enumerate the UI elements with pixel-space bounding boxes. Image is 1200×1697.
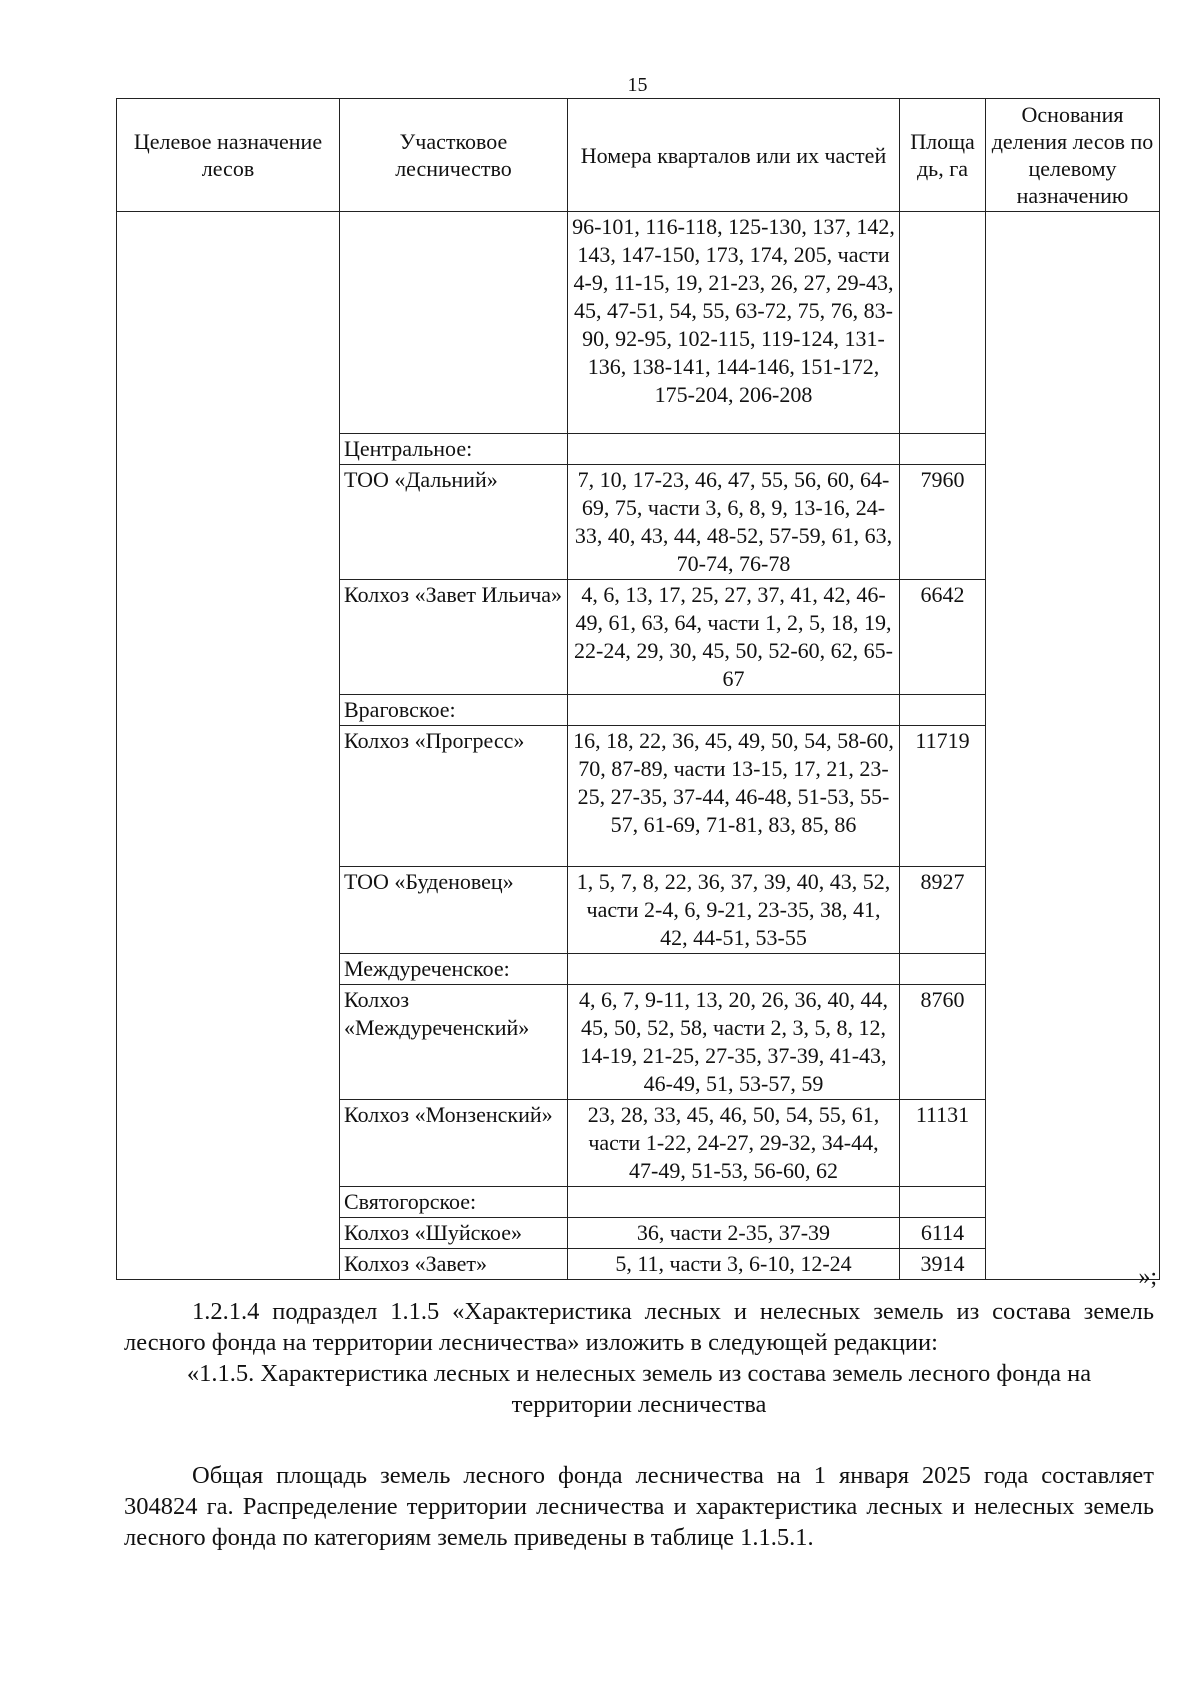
body-paragraph: Общая площадь земель лесного фонда лесничества на 1 января 2025 года составляет 304824 га. Распределение территории лесничества и характеристика лесных и нелесных земель лесного фонда по категориям земель приведены в таблице 1.1.5.1.	[124, 1462, 1154, 1551]
area-cell: 8927	[900, 867, 986, 954]
area-cell	[900, 434, 986, 465]
area-cell	[900, 1187, 986, 1218]
district-cell: ТОО «Буденовец»	[340, 867, 568, 954]
quarters-cell: 4, 6, 13, 17, 25, 27, 37, 41, 42, 46-49, 61, 63, 64, части 1, 2, 5, 18, 19, 22-24, 29, 30, 45, 50, 52-60, 62, 65-67	[568, 580, 900, 695]
header-basis: Основания деления лесов по целевому назначению	[986, 99, 1160, 212]
quarters-cell: 36, части 2-35, 37-39	[568, 1218, 900, 1249]
quarters-cell: 5, 11, части 3, 6-10, 12-24	[568, 1249, 900, 1280]
district-cell: Междуреченское:	[340, 954, 568, 985]
quarters-cell: 23, 28, 33, 45, 46, 50, 54, 55, 61, части 1-22, 24-27, 29-32, 34-44, 47-49, 51-53, 56-60, 62	[568, 1100, 900, 1187]
area-cell: 6114	[900, 1218, 986, 1249]
district-cell: Колхоз «Завет»	[340, 1249, 568, 1280]
section-heading: «1.1.5. Характеристика лесных и нелесных земель из состава земель лесного фонда на территории лесничества	[186, 1360, 1092, 1418]
district-cell: Колхоз «Прогресс»	[340, 726, 568, 867]
closing-quote: »;	[1138, 1264, 1157, 1290]
area-cell: 6642	[900, 580, 986, 695]
quarters-cell: 1, 5, 7, 8, 22, 36, 37, 39, 40, 43, 52, части 2-4, 6, 9-21, 23-35, 38, 41, 42, 44-51, 53-55	[568, 867, 900, 954]
header-district: Участковое лесничество	[340, 99, 568, 212]
basis-cell	[986, 212, 1160, 1280]
district-cell	[340, 212, 568, 434]
quarters-cell: 4, 6, 7, 9-11, 13, 20, 26, 36, 40, 44, 45, 50, 52, 58, части 2, 3, 5, 8, 12, 14-19, 21-25, 27-35, 37-39, 41-43, 46-49, 51, 53-57, 59	[568, 985, 900, 1100]
area-cell	[900, 695, 986, 726]
quarters-cell: 96-101, 116-118, 125-130, 137, 142, 143, 147-150, 173, 174, 205, части 4-9, 11-15, 19, 21-23, 26, 27, 29-43, 45, 47-51, 54, 55, 63-72, 75, 76, 83-90, 92-95, 102-115, 119-124, 131-136, 138-141, 144-146, 151-172, 175-204, 206-208	[568, 212, 900, 434]
quarters-cell	[568, 434, 900, 465]
forest-purpose-table	[116, 98, 1160, 1280]
header-area: Площа дь, га	[900, 99, 986, 212]
district-cell: Колхоз «Монзенский»	[340, 1100, 568, 1187]
district-cell: Святогорское:	[340, 1187, 568, 1218]
quarters-cell	[568, 695, 900, 726]
area-cell: 11131	[900, 1100, 986, 1187]
page-number: 15	[627, 74, 648, 96]
header-purpose: Целевое назначение лесов	[117, 99, 340, 212]
district-cell: ТОО «Дальний»	[340, 465, 568, 580]
quarters-cell	[568, 1187, 900, 1218]
area-cell: 3914	[900, 1249, 986, 1280]
district-cell: Колхоз «Завет Ильича»	[340, 580, 568, 695]
quarters-cell	[568, 954, 900, 985]
area-cell	[900, 212, 986, 434]
quarters-cell: 16, 18, 22, 36, 45, 49, 50, 54, 58-60, 70, 87-89, части 13-15, 17, 21, 23-25, 27-35, 37-44, 46-48, 51-53, 55-57, 61-69, 71-81, 83, 85, 86	[568, 726, 900, 867]
area-cell: 8760	[900, 985, 986, 1100]
purpose-cell	[117, 212, 340, 1280]
district-cell: Враговское:	[340, 695, 568, 726]
header-quarters: Номера кварталов или их частей	[568, 99, 900, 212]
district-cell: Колхоз «Междуреченский»	[340, 985, 568, 1100]
area-cell: 7960	[900, 465, 986, 580]
area-cell: 11719	[900, 726, 986, 867]
table-body	[117, 212, 1160, 1280]
district-cell: Центральное:	[340, 434, 568, 465]
table-row	[117, 212, 1160, 434]
quarters-cell: 7, 10, 17-23, 46, 47, 55, 56, 60, 64-69, 75, части 3, 6, 8, 9, 13-16, 24-33, 40, 43, 44, 48-52, 57-59, 61, 63, 70-74, 76-78	[568, 465, 900, 580]
district-cell: Колхоз «Шуйское»	[340, 1218, 568, 1249]
area-cell	[900, 954, 986, 985]
amendment-paragraph: 1.2.1.4 подраздел 1.1.5 «Характеристика лесных и нелесных земель из состава земель лесного фонда на территории лесничества» изложить в следующей редакции:	[124, 1298, 1154, 1356]
